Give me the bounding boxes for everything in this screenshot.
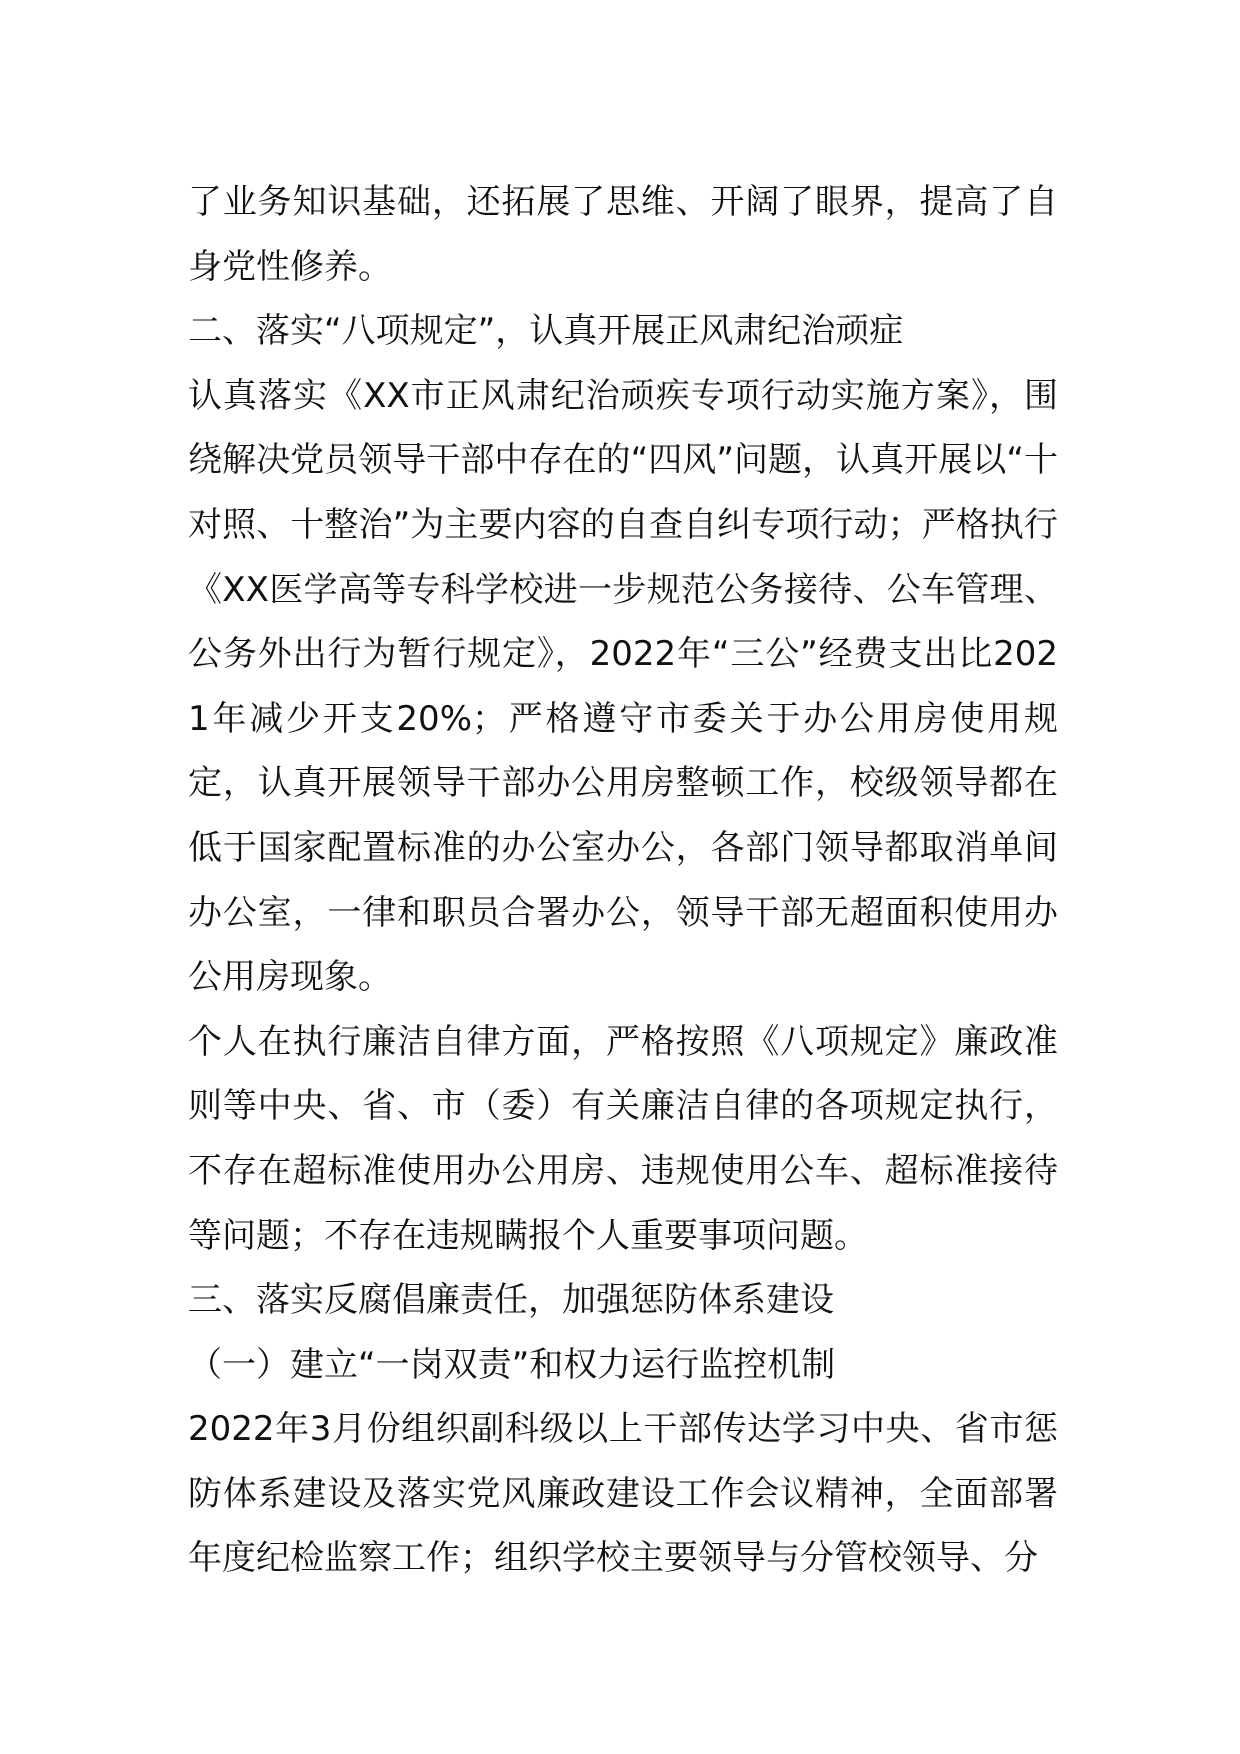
section-heading-3: 三、落实反腐倡廉责任，加强惩防体系建设 [188,1280,834,1321]
paragraph-march-2022: 2022年3月份组织副科级以上干部传达学习中央、省市惩防体系建设及落实党风廉政建设工作会议精神，全面部署年度纪检监察工作；组织学校主要领导与分管校领导、分 [188,1409,1058,1579]
paragraph-eight-rules: 认真落实《XX市正风肃纪治顽疾专项行动实施方案》，围绕解决党员领导干部中存在的“四风”问题，认真开展以“十对照、十整治”为主要内容的自查自纠专项行动；严格执行《XX医学高等专科学校进一步规范公务接待、公车管理、公务外出行为暂行规定》，2022年“三公”经费支出比2021年减少开支20%；严格遵守市委关于办公用房使用规定，认真开展领导干部办公用房整顿工作，校级领导都在低于国家配置标准的办公室办公，各部门领导都取消单间办公室，一律和职员合署办公，领导干部无超面积使用办公用房现象。 [188,375,1058,998]
paragraph-continuation: 了业务知识基础，还拓展了思维、开阔了眼界，提高了自身党性修养。 [188,182,1058,287]
paragraph-self-discipline: 个人在执行廉洁自律方面，严格按照《八项规定》廉政准则等中央、省、市（委）有关廉洁自律的各项规定执行，不存在超标准使用办公用房、违规使用公车、超标准接待等问题；不存在违规瞒报个人重要事项问题。 [188,1021,1058,1256]
document-body [188,170,1058,1591]
subsection-heading-1: （一）建立“一岗双责”和权力运行监控机制 [188,1344,836,1385]
section-heading-2: 二、落实“八项规定”，认真开展正风肃纪治顽症 [188,311,904,352]
